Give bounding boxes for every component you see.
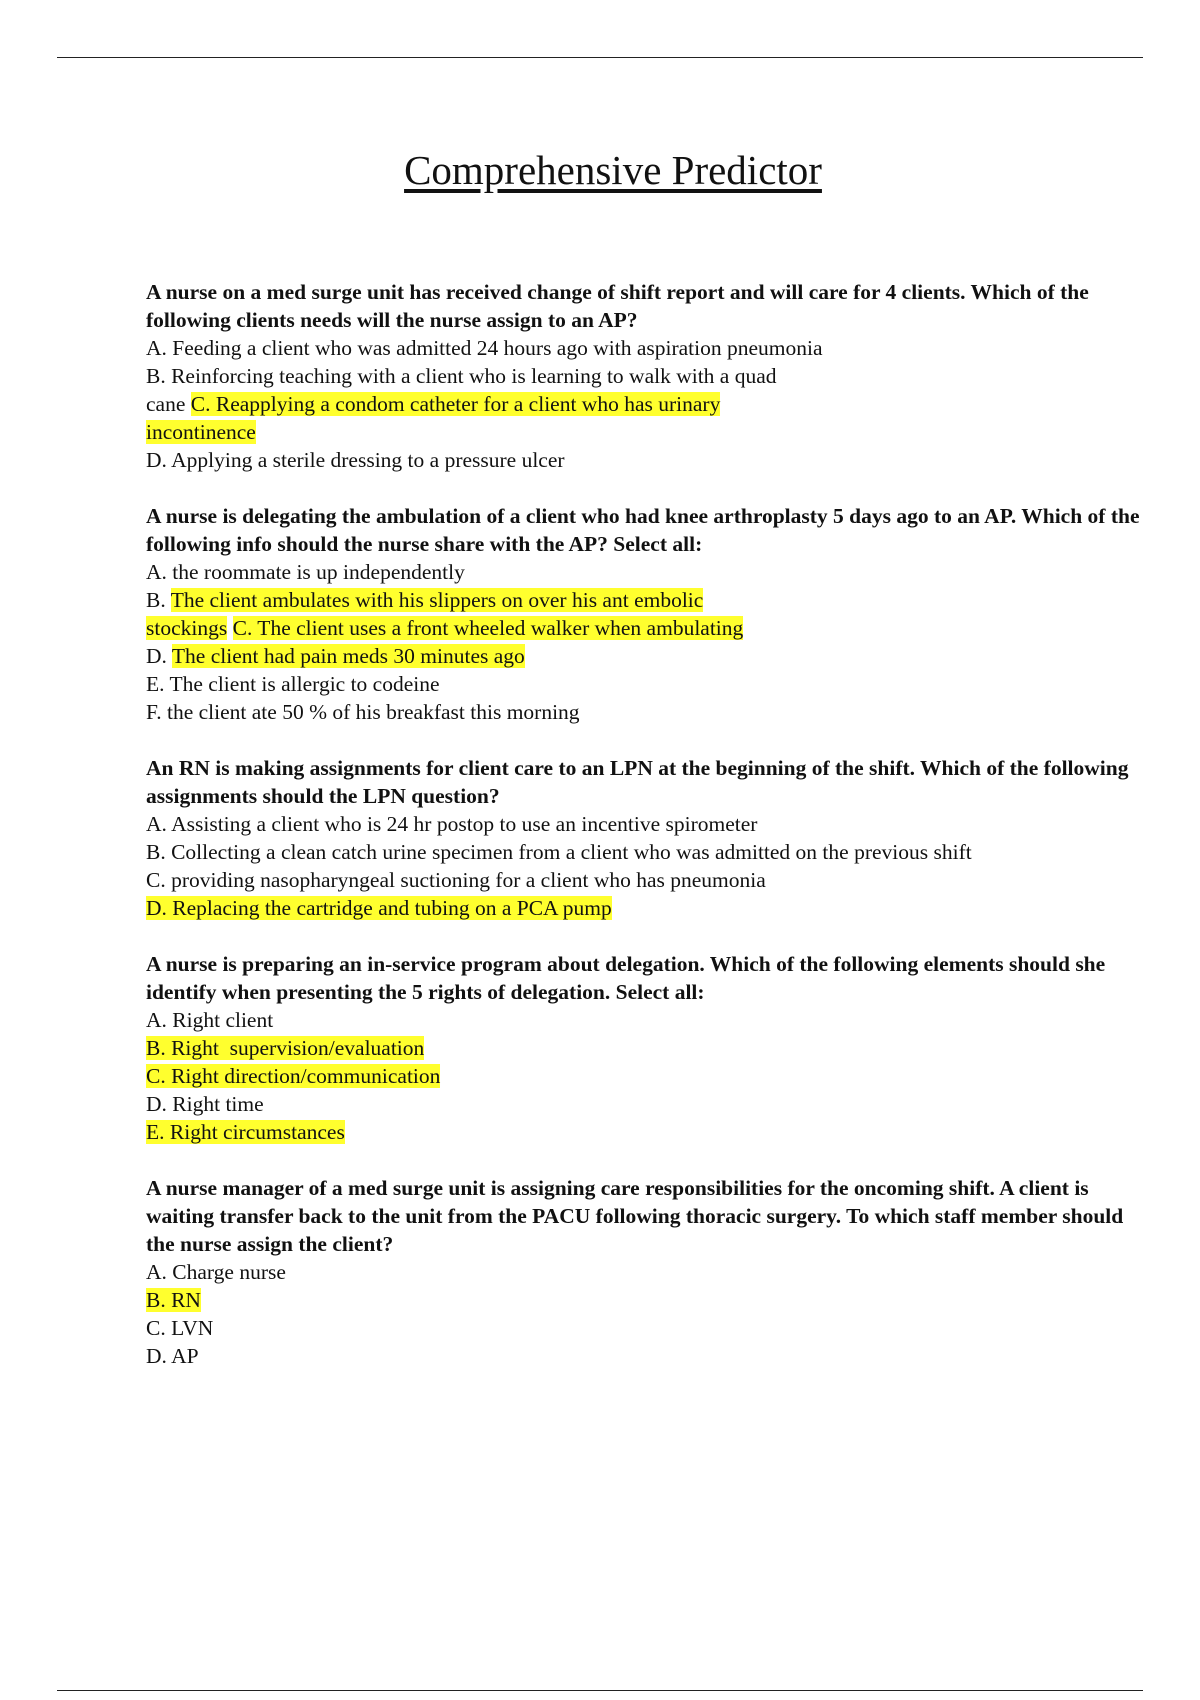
question-5-option-c: C. LVN bbox=[146, 1316, 214, 1340]
question-4-option-b: B. Right supervision/evaluation bbox=[146, 1036, 425, 1060]
question-2-option-c-highlight: C. The client uses a front wheeled walker when ambulating bbox=[232, 616, 744, 640]
question-3-option-c: C. providing nasopharyngeal suctioning for a client who has pneumonia bbox=[146, 868, 766, 892]
question-1-option-b-cont: cane C. Reapplying a condom catheter for a client who has urinary bbox=[146, 392, 721, 416]
question-4-option-d: D. Right time bbox=[146, 1092, 264, 1116]
question-2 bbox=[146, 502, 1146, 726]
question-4 bbox=[146, 950, 1146, 1146]
question-1-option-b: B. Reinforcing teaching with a client who is learning to walk with a quad bbox=[146, 364, 777, 388]
question-1-option-d: D. Applying a sterile dressing to a pressure ulcer bbox=[146, 448, 565, 472]
question-2-option-e: E. The client is allergic to codeine bbox=[146, 672, 440, 696]
question-3 bbox=[146, 754, 1146, 922]
question-4-option-e bbox=[146, 1118, 1146, 1146]
footer-rule bbox=[57, 1690, 1143, 1691]
question-1-option-c-highlight: C. Reapplying a condom catheter for a client who has urinary bbox=[190, 392, 721, 416]
question-4-option-b-highlight: Right supervision/evaluation bbox=[171, 1036, 425, 1060]
question-4-text: A nurse is preparing an in-service program about delegation. Which of the following elements should she identify when presenting the 5 rights of delegation. Select all: bbox=[146, 952, 1106, 1004]
question-5-option-b bbox=[146, 1286, 1146, 1314]
question-1-option-c-cont bbox=[146, 418, 1146, 446]
question-2-option-b: B. The client ambulates with his slippers on over his ant embolic bbox=[146, 588, 704, 612]
question-3-option-d-highlight: D. Replacing the cartridge and tubing on a PCA pump bbox=[146, 896, 612, 920]
question-2-option-d: D. The client had pain meds 30 minutes ago bbox=[146, 644, 525, 668]
question-1-option-a: A. Feeding a client who was admitted 24 hours ago with aspiration pneumonia bbox=[146, 336, 823, 360]
question-5-option-d: D. AP bbox=[146, 1344, 199, 1368]
question-5-option-a: A. Charge nurse bbox=[146, 1260, 286, 1284]
question-2-option-b-highlight: The client ambulates with his slippers on over his ant embolic bbox=[170, 588, 704, 612]
question-2-option-d-highlight: The client had pain meds 30 minutes ago bbox=[171, 644, 525, 668]
question-list bbox=[146, 278, 1146, 1398]
question-2-option-b-highlight-cont: stockings bbox=[146, 616, 228, 640]
question-2-option-a: A. the roommate is up independently bbox=[146, 560, 465, 584]
question-3-option-b: B. Collecting a clean catch urine specimen from a client who was admitted on the previous shift bbox=[146, 840, 972, 864]
question-2-option-b-cont bbox=[146, 614, 1146, 642]
question-1-option-c-highlight-cont: incontinence bbox=[146, 420, 256, 444]
question-2-text: A nurse is delegating the ambulation of a client who had knee arthroplasty 5 days ago to an AP. Which of the following info should the nurse share with the AP? Select all: bbox=[146, 504, 1140, 556]
question-1-text: A nurse on a med surge unit has received change of shift report and will care for 4 clients. Which of the following clients needs will the nurse assign to an AP? bbox=[146, 280, 1089, 332]
question-4-option-a: A. Right client bbox=[146, 1008, 274, 1032]
question-4-option-c-highlight: C. Right direction/communication bbox=[146, 1064, 441, 1088]
question-3-option-d bbox=[146, 894, 1146, 922]
question-1 bbox=[146, 278, 1146, 474]
question-5-text: A nurse manager of a med surge unit is assigning care responsibilities for the oncoming shift. A client is waiting transfer back to the unit from the PACU following thoracic surgery. To which staff member should the nurse assign the client? bbox=[146, 1176, 1124, 1256]
header-rule bbox=[57, 57, 1143, 58]
question-5 bbox=[146, 1174, 1146, 1370]
question-3-text: An RN is making assignments for client care to an LPN at the beginning of the shift. Which of the following assignments should the LPN question? bbox=[146, 756, 1129, 808]
question-3-option-a: A. Assisting a client who is 24 hr postop to use an incentive spirometer bbox=[146, 812, 758, 836]
question-2-option-f: F. the client ate 50 % of his breakfast this morning bbox=[146, 700, 580, 724]
question-4-option-c bbox=[146, 1062, 1146, 1090]
question-5-option-b-highlight: B. RN bbox=[146, 1288, 201, 1312]
question-4-option-e-highlight: E. Right circumstances bbox=[146, 1120, 345, 1144]
document-title: Comprehensive Predictor bbox=[404, 147, 822, 193]
